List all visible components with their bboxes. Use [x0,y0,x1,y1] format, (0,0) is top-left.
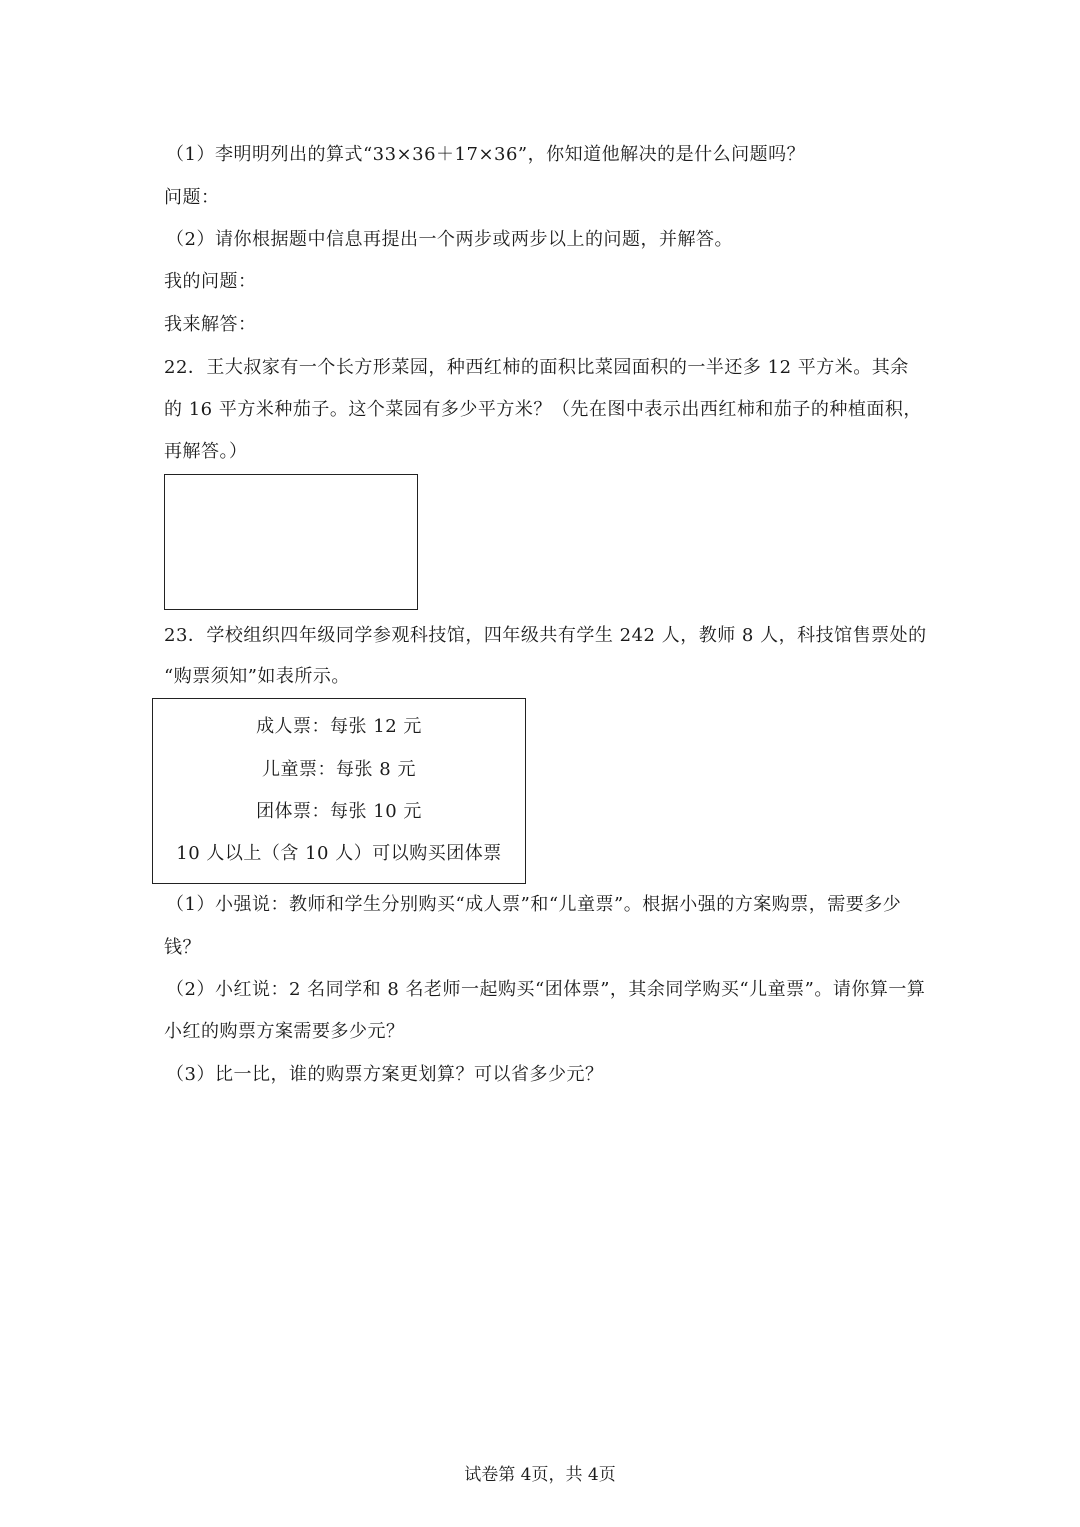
q22-text-line2: 的 16 平方米种茄子。这个菜园有多少平方米？（先在图中表示出西红柿和茄子的种植面积， [164,399,922,420]
q23-text-line2: “购票须知”如表所示。 [164,666,350,687]
q23-part3-text: （3）比一比，谁的购票方案更划算？可以省多少元？ [166,1064,604,1085]
q23-part2-line2: 小红的购票方案需要多少元？ [164,1021,405,1042]
q21-problem-label: 问题： [164,187,220,208]
q22-text-line3: 再解答。） [164,441,248,462]
ticket-group-rule: 10 人以上（含 10 人）可以购买团体票 [176,843,502,864]
q21-part1-text: （1）李明明列出的算式“33×36＋17×36”，你知道他解决的是什么问题吗？ [166,144,806,165]
ticket-child-price: 儿童票：每张 8 元 [262,759,416,780]
q22-text-line1: 22．王大叔家有一个长方形菜园，种西红柿的面积比菜园面积的一半还多 12 平方米。其余 [164,357,909,378]
q23-part1-line2: 钱？ [164,937,201,958]
ticket-notice-box [152,698,526,884]
q23-part1-line1: （1）小强说：教师和学生分别购买“成人票”和“儿童票”。根据小强的方案购票，需要多少 [166,894,902,915]
ticket-group-price: 团体票：每张 10 元 [256,801,422,822]
q23-part2-line1: （2）小红说：2 名同学和 8 名老师一起购买“团体票”，其余同学购买“儿童票”。请你算一算 [166,979,926,1000]
page-footer: 试卷第 4页，共 4页 [464,1465,616,1485]
q23-text-line1: 23．学校组织四年级同学参观科技馆，四年级共有学生 242 人，教师 8 人，科技馆售票处的 [164,625,927,646]
q21-my-question-label: 我的问题： [164,271,257,292]
ticket-adult-price: 成人票：每张 12 元 [256,716,422,737]
q21-part2-text: （2）请你根据题中信息再提出一个两步或两步以上的问题，并解答。 [166,229,733,250]
garden-rectangle-diagram [164,474,418,610]
q21-my-answer-label: 我来解答： [164,314,257,335]
